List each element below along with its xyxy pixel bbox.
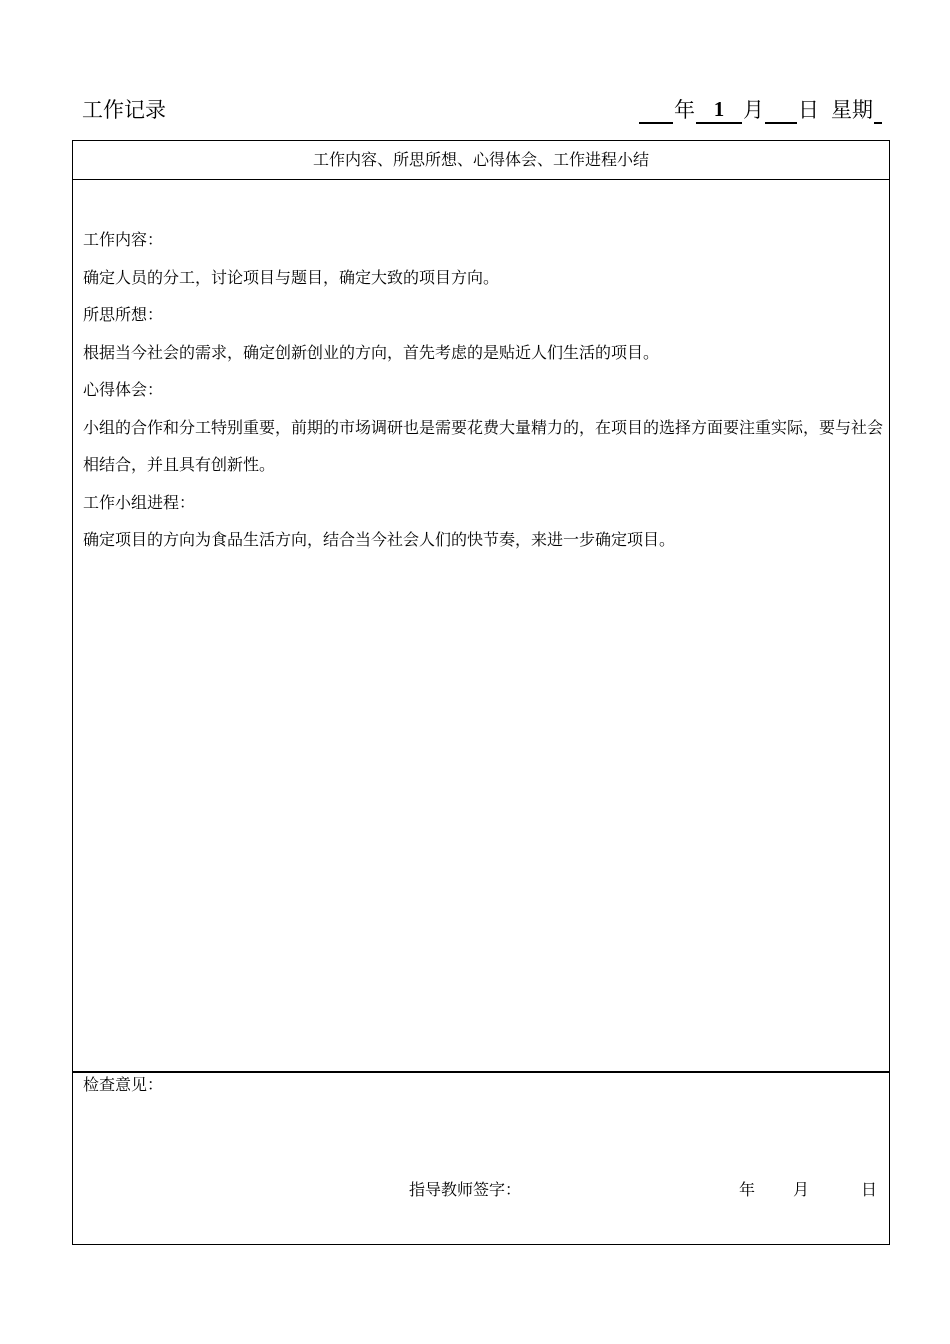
content-label-progress: 工作小组进程： xyxy=(83,492,196,512)
content-text-work: 确定人员的分工，讨论项目与题目，确定大致的项目方向。 xyxy=(83,267,500,287)
signature-day-label: 日 xyxy=(860,1180,877,1199)
content-label-thoughts: 所思所想： xyxy=(83,305,164,324)
week-label: 星期 xyxy=(831,98,873,122)
year-blank xyxy=(639,96,673,124)
work-content xyxy=(83,221,883,559)
signature-month-label: 月 xyxy=(792,1180,809,1199)
content-text-progress: 确定项目的方向为食品生活方向，结合当今社会人们的快节奏，来进一步确定项目。 xyxy=(83,530,676,549)
content-label-experience: 心得体会： xyxy=(83,380,164,399)
week-blank xyxy=(874,96,882,124)
day-label: 日 xyxy=(798,98,819,122)
month-blank: 1 xyxy=(696,96,742,124)
content-text-experience: 小组的合作和分工特别重要，前期的市场调研也是需要花费大量精力的，在项目的选择方面要注重实际，要与社会相结合，并且具有创新性。 xyxy=(83,417,884,474)
year-label: 年 xyxy=(674,98,695,122)
content-label-work: 工作内容： xyxy=(83,230,164,249)
month-label: 月 xyxy=(743,98,764,122)
day-blank xyxy=(765,96,797,124)
page-title: 工作记录 xyxy=(82,98,166,122)
date-line xyxy=(639,96,882,124)
signature-date xyxy=(739,1178,877,1202)
review-divider xyxy=(73,1071,889,1073)
signature-year-label: 年 xyxy=(738,1180,755,1199)
review-label: 检查意见： xyxy=(83,1075,164,1094)
table-heading: 工作内容、所思所想、心得体会、工作进程小结 xyxy=(73,141,889,180)
work-record-table xyxy=(72,140,890,1245)
teacher-signature-label: 指导教师签字： xyxy=(409,1180,522,1199)
content-text-thoughts: 根据当今社会的需求，确定创新创业的方向，首先考虑的是贴近人们生活的项目。 xyxy=(83,342,660,362)
